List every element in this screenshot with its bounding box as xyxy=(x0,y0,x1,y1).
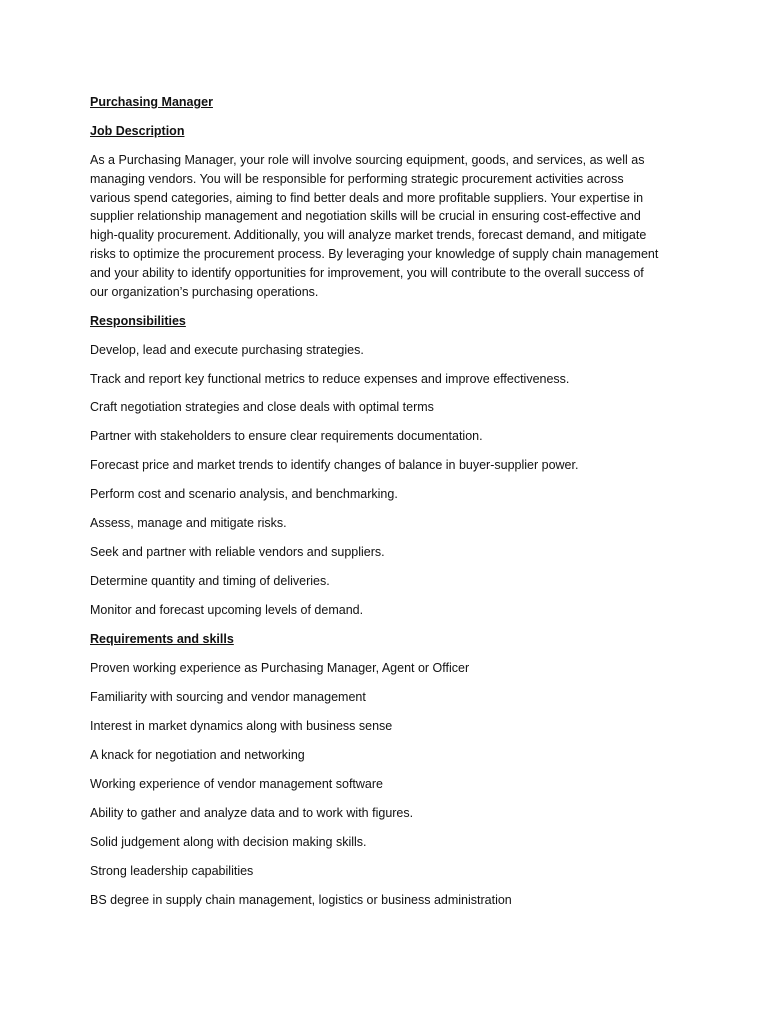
job-description-line: risks to optimize the procurement process. By leveraging your knowledge of supply chain management xyxy=(90,246,659,261)
responsibility-item: Partner with stakeholders to ensure clear requirements documentation. xyxy=(90,429,483,444)
requirement-item: BS degree in supply chain management, logistics or business administration xyxy=(90,893,512,908)
requirement-item: Solid judgement along with decision making skills. xyxy=(90,835,367,850)
document-page xyxy=(90,93,680,920)
job-description-line: managing vendors. You will be responsible for performing strategic procurement activities across xyxy=(90,171,624,186)
requirement-item: Proven working experience as Purchasing Manager, Agent or Officer xyxy=(90,661,470,676)
requirements-list xyxy=(90,659,680,910)
job-description-line: and your ability to identify opportunities for improvement, you will contribute to the overall success of xyxy=(90,265,644,280)
requirement-item: Interest in market dynamics along with business sense xyxy=(90,719,393,734)
responsibilities-heading: Responsibilities xyxy=(90,313,186,328)
requirements-heading: Requirements and skills xyxy=(90,632,234,647)
responsibility-item: Develop, lead and execute purchasing strategies. xyxy=(90,342,364,357)
responsibility-item: Craft negotiation strategies and close deals with optimal terms xyxy=(90,400,434,415)
requirement-item: Strong leadership capabilities xyxy=(90,864,254,879)
responsibility-item: Forecast price and market trends to identify changes of balance in buyer-supplier power. xyxy=(90,458,579,473)
job-description-line: supplier relationship management and negotiation skills will be crucial in ensuring cost-effective and xyxy=(90,209,641,224)
responsibility-item: Perform cost and scenario analysis, and benchmarking. xyxy=(90,487,398,502)
job-description-heading: Job Description xyxy=(90,123,185,138)
requirement-item: Working experience of vendor management software xyxy=(90,777,383,792)
job-description-line: various spend categories, aiming to find better deals and more profitable suppliers. Your expertise in xyxy=(90,190,644,205)
job-description-paragraph xyxy=(90,151,680,301)
job-description-line: As a Purchasing Manager, your role will involve sourcing equipment, goods, and services, as well as xyxy=(90,152,645,167)
responsibilities-list xyxy=(90,341,680,621)
responsibility-item: Track and report key functional metrics to reduce expenses and improve effectiveness. xyxy=(90,371,570,386)
requirement-item: A knack for negotiation and networking xyxy=(90,748,305,763)
responsibility-item: Determine quantity and timing of deliveries. xyxy=(90,574,330,589)
requirement-item: Familiarity with sourcing and vendor management xyxy=(90,690,366,705)
responsibility-item: Seek and partner with reliable vendors and suppliers. xyxy=(90,545,385,560)
requirement-item: Ability to gather and analyze data and to work with figures. xyxy=(90,806,414,821)
document-title: Purchasing Manager xyxy=(90,95,213,109)
job-description-line: our organization’s purchasing operations. xyxy=(90,284,319,299)
job-description-line: high-quality procurement. Additionally, you will analyze market trends, forecast demand, and mitigate xyxy=(90,228,647,243)
responsibility-item: Assess, manage and mitigate risks. xyxy=(90,516,287,531)
responsibility-item: Monitor and forecast upcoming levels of demand. xyxy=(90,603,364,618)
